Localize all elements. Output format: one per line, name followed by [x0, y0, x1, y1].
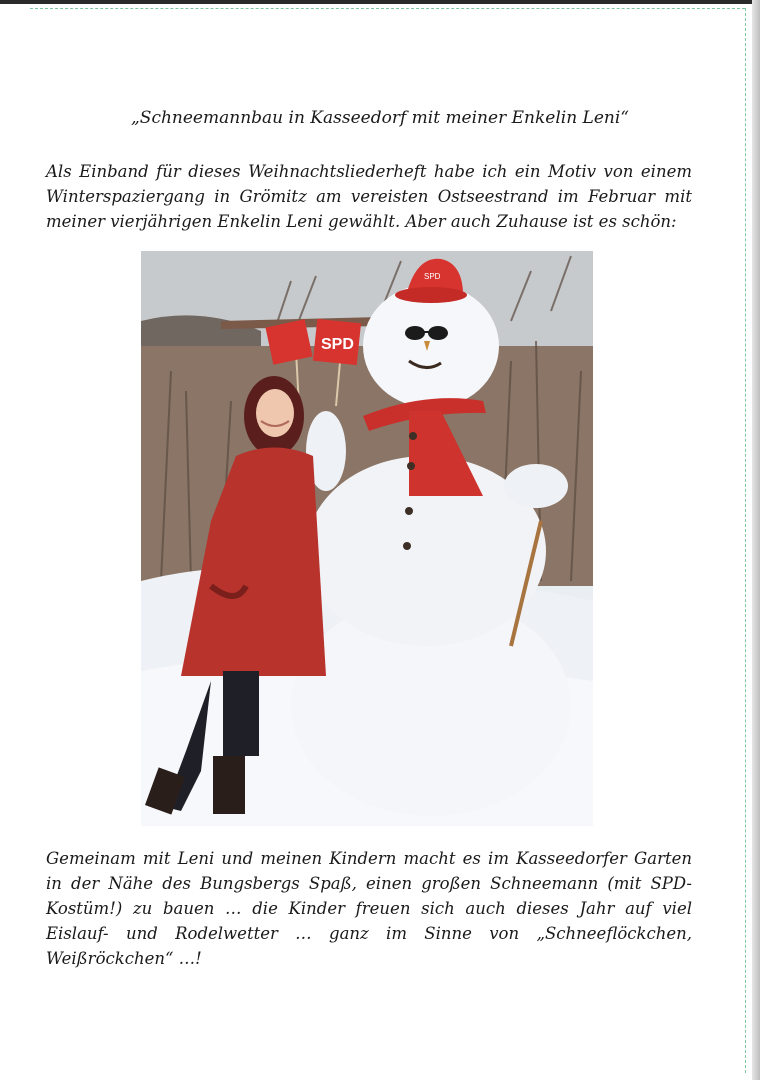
page-right-edge	[752, 0, 760, 1080]
flag-logo-text: SPD	[321, 336, 354, 353]
dashed-border-right	[745, 8, 746, 1073]
document-title: „Schneemannbau in Kasseedorf mit meiner Enkelin Leni“	[131, 108, 629, 128]
outro-paragraph: Gemeinam mit Leni und meinen Kindern macht es im Kasseedorfer Garten in der Nähe des Bungsbergs Spaß, einen großen Schneemann (mit SPD-Kostüm!) zu bauen … die Kinder freuen sich auch dieses Jahr auf viel Eislauf- und Rodelwetter … ganz im Sinne von „Schneeflöckchen, Weißröckchen“ …!	[46, 849, 692, 968]
page-top-edge	[0, 0, 760, 4]
intro-paragraph: Als Einband für dieses Weihnachtsliederheft habe ich ein Motiv von einem Winterspaziergang in Grömitz am vereisten Ostseestrand im Februar mit meiner vierjährigen Enkelin Leni gewählt. Aber auch Zuhause ist es schön:	[46, 162, 692, 231]
spd-flag-left-icon	[265, 319, 312, 364]
snowman-photo	[141, 251, 593, 826]
cap-logo-text: SPD	[424, 272, 441, 281]
dashed-border-top	[30, 8, 745, 9]
